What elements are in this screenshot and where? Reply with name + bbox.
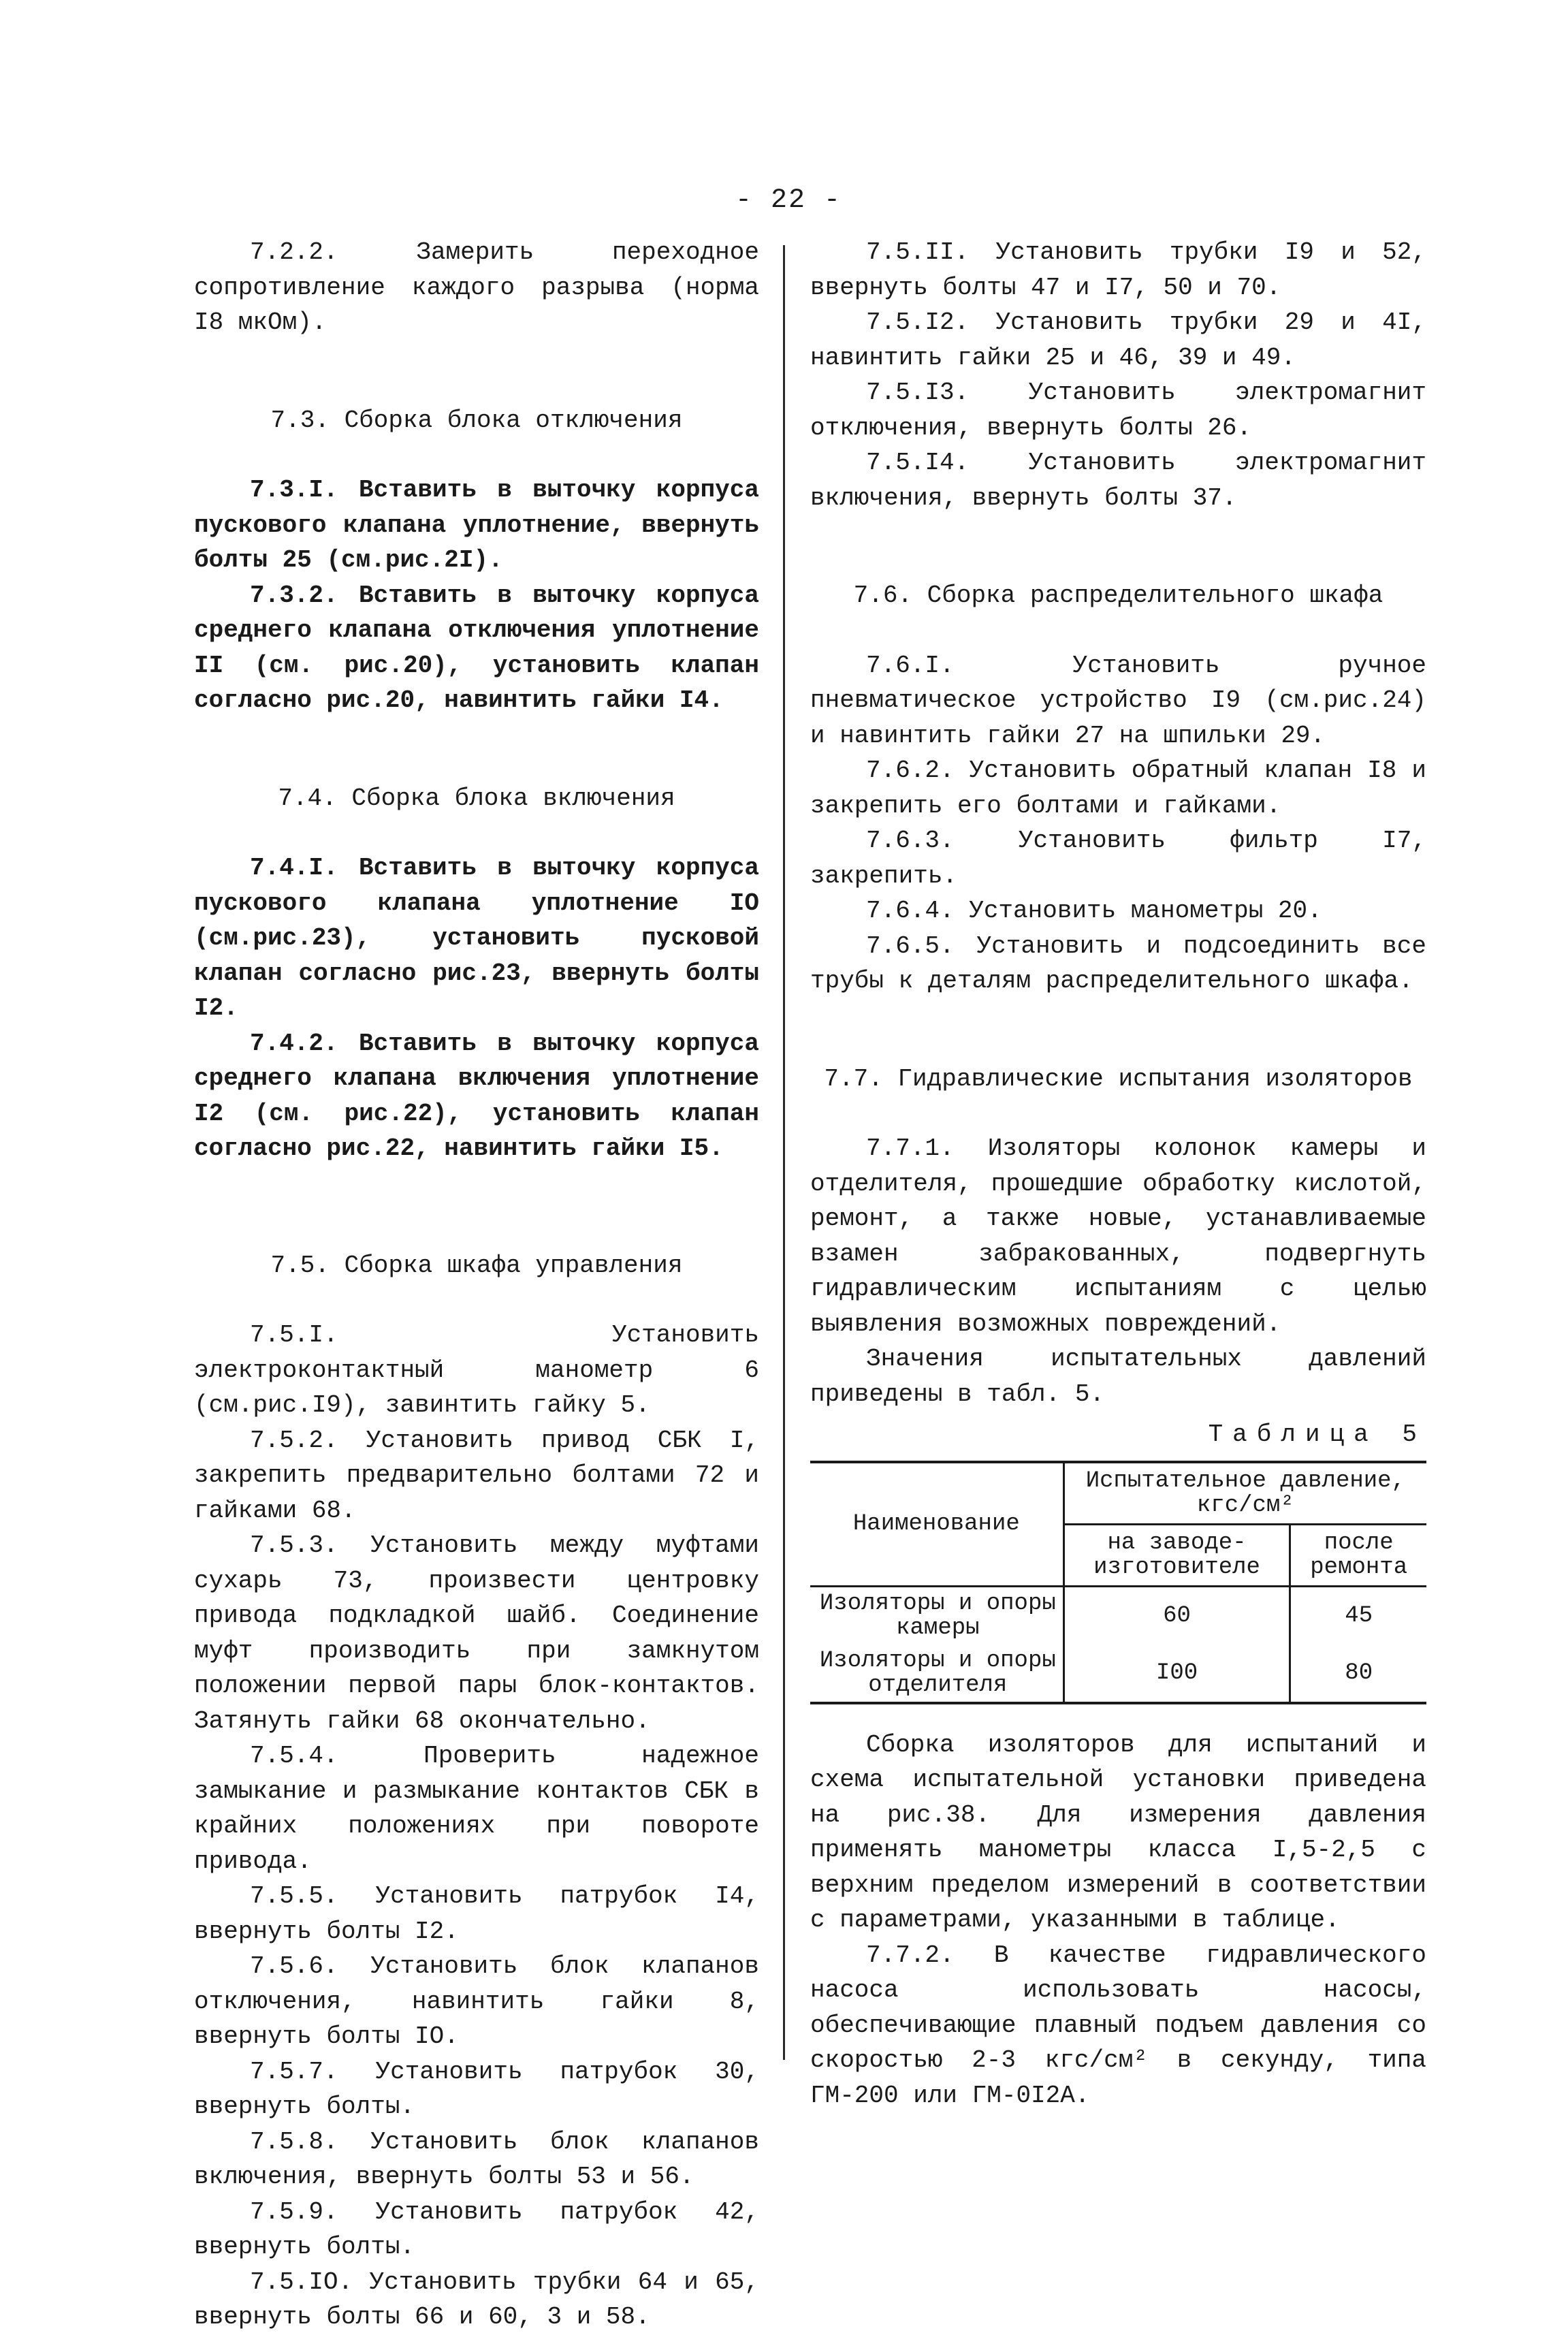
paragraph-7-6-2: 7.6.2. Установить обратный клапан I8 и закрепить его болтами и гайками. <box>810 757 1426 820</box>
section-heading-7-7: 7.7. Гидравлические испытания изоляторов <box>824 1064 1413 1093</box>
paragraph-values: Значения испытательных давлений приведены в табл. 5. <box>810 1345 1426 1408</box>
paragraph-7-6-4: 7.6.4. Установить манометры 20. <box>866 897 1322 925</box>
column-divider <box>783 245 785 2060</box>
paragraph-7-5-10: 7.5.IO. Установить трубки 64 и 65, ввернуть болты 66 и 60, 3 и 58. <box>194 2268 759 2331</box>
table-header-factory: на заводе-изготовителе <box>1063 1524 1290 1586</box>
section-heading-7-3: 7.3. Сборка блока отключения <box>270 406 683 434</box>
paragraph-7-5-14: 7.5.I4. Установить электромагнит включения, ввернуть болты 37. <box>810 449 1426 512</box>
paragraph-7-5-13: 7.5.I3. Установить электромагнит отключения, ввернуть болты 26. <box>810 379 1426 442</box>
table-row <box>810 1586 1426 1645</box>
paragraph-7-5-11: 7.5.II. Установить трубки I9 и 52, ввернуть болты 47 и I7, 50 и 70. <box>810 238 1426 302</box>
page-number: - 22 - <box>735 185 842 216</box>
section-heading-7-5: 7.5. Сборка шкафа управления <box>270 1251 683 1280</box>
paragraph-7-5-12: 7.5.I2. Установить трубки 29 и 4I, навинтить гайки 25 и 46, 39 и 49. <box>810 308 1426 372</box>
table-header-name: Наименование <box>810 1462 1063 1587</box>
paragraph-7-3-2: 7.3.2. Вставить в выточку корпуса среднего клапана отключения уплотнение II (см. рис.20), установить клапан согласно рис.20, навинтить гайки I4. <box>194 581 759 714</box>
paragraph-7-5-5: 7.5.5. Установить патрубок I4, ввернуть болты I2. <box>194 1882 759 1945</box>
paragraph-7-2-2: 7.2.2. Замерить переходное сопротивление каждого разрыва (норма I8 мкОм). <box>194 238 759 336</box>
table-cell-repair: 45 <box>1290 1586 1426 1645</box>
paragraph-7-5-1: 7.5.I. Установить электроконтактный манометр 6 (см.рис.I9), завинтить гайку 5. <box>194 1321 759 1419</box>
paragraph-7-6-1: 7.6.I. Установить ручное пневматическое устройство I9 (см.рис.24) и навинтить гайки 27 на шпильки 29. <box>810 651 1426 750</box>
table-5 <box>810 1461 1426 1704</box>
paragraph-7-5-6: 7.5.6. Установить блок клапанов отключения, навинтить гайки 8, ввернуть болты IO. <box>194 1952 759 2050</box>
paragraph-7-4-1: 7.4.I. Вставить в выточку корпуса пускового клапана уплотнение IO (см.рис.23), установить пусковой клапан согласно рис.23, ввернуть болты I2. <box>194 854 759 1022</box>
paragraph-7-6-5: 7.6.5. Установить и подсоединить все трубы к деталям распределительного шкафа. <box>810 932 1426 995</box>
table-cell-repair: 80 <box>1290 1645 1426 1703</box>
paragraph-7-7-2: 7.7.2. В качестве гидравлического насоса использовать насосы, обеспечивающие плавный подъем давления со скоростью 2-3 кгс/см² в секунду, типа ГМ-200 или ГМ-0I2А. <box>810 1941 1426 2110</box>
table-caption: Таблица 5 <box>1208 1420 1426 1448</box>
table-cell-factory: I00 <box>1063 1645 1290 1703</box>
table-cell-name: Изоляторы и опоры камеры <box>819 1590 1056 1641</box>
table-header-pressure: Испытательное давление, кгс/см² <box>1063 1462 1426 1525</box>
left-column <box>194 235 759 2335</box>
section-heading-7-4: 7.4. Сборка блока включения <box>278 784 675 812</box>
paragraph-7-5-2: 7.5.2. Установить привод СБК I, закрепить предварительно болтами 72 и гайками 68. <box>194 1426 759 1525</box>
table-cell-name: Изоляторы и опоры отделителя <box>810 1645 1063 1703</box>
table-cell-factory: 60 <box>1063 1586 1290 1645</box>
section-heading-7-6: 7.6. Сборка распределительного шкафа <box>853 582 1383 609</box>
table-header-repair: после ремонта <box>1290 1524 1426 1586</box>
paragraph-7-3-1: 7.3.I. Вставить в выточку корпуса пускового клапана уплотнение, ввернуть болты 25 (см.рис.2I). <box>194 476 759 574</box>
paragraph-7-5-7: 7.5.7. Установить патрубок 30, ввернуть болты. <box>194 2057 759 2120</box>
paragraph-7-6-3: 7.6.3. Установить фильтр I7, закрепить. <box>810 827 1426 890</box>
paragraph-7-4-2: 7.4.2. Вставить в выточку корпуса среднего клапана включения уплотнение I2 (см. рис.22), установить клапан согласно рис.22, навинтить гайки I5. <box>194 1029 759 1162</box>
paragraph-7-7-1: 7.7.1. Изоляторы колонок камеры и отделителя, прошедшие обработку кислотой, ремонт, а также новые, устанавливаемые взамен забракованных, подвергнуть гидравлическим испытаниям с целью выявления возможных повреждений. <box>810 1134 1426 1338</box>
paragraph-7-5-3: 7.5.3. Установить между муфтами сухарь 73, произвести центровку привода подкладкой шайб. Соединение муфт производить при замкнутом положении первой пары блок-контактов. Затянуть гайки 68 окончательно. <box>194 1531 759 1735</box>
paragraph-7-5-4: 7.5.4. Проверить надежное замыкание и размыкание контактов СБК в крайних положениях при повороте привода. <box>194 1742 759 1875</box>
right-column <box>810 235 1426 2113</box>
paragraph-assembly: Сборка изоляторов для испытаний и схема испытательной установки приведена на рис.38. Для измерения давления применять манометры класса I,5-2,5 с верхним пределом измерений в соответствии с параметрами, указанными в таблице. <box>810 1730 1426 1934</box>
paragraph-7-5-8: 7.5.8. Установить блок клапанов включения, ввернуть болты 53 и 56. <box>194 2127 759 2191</box>
paragraph-7-5-9: 7.5.9. Установить патрубок 42, ввернуть болты. <box>194 2197 759 2261</box>
table-row <box>810 1645 1426 1703</box>
